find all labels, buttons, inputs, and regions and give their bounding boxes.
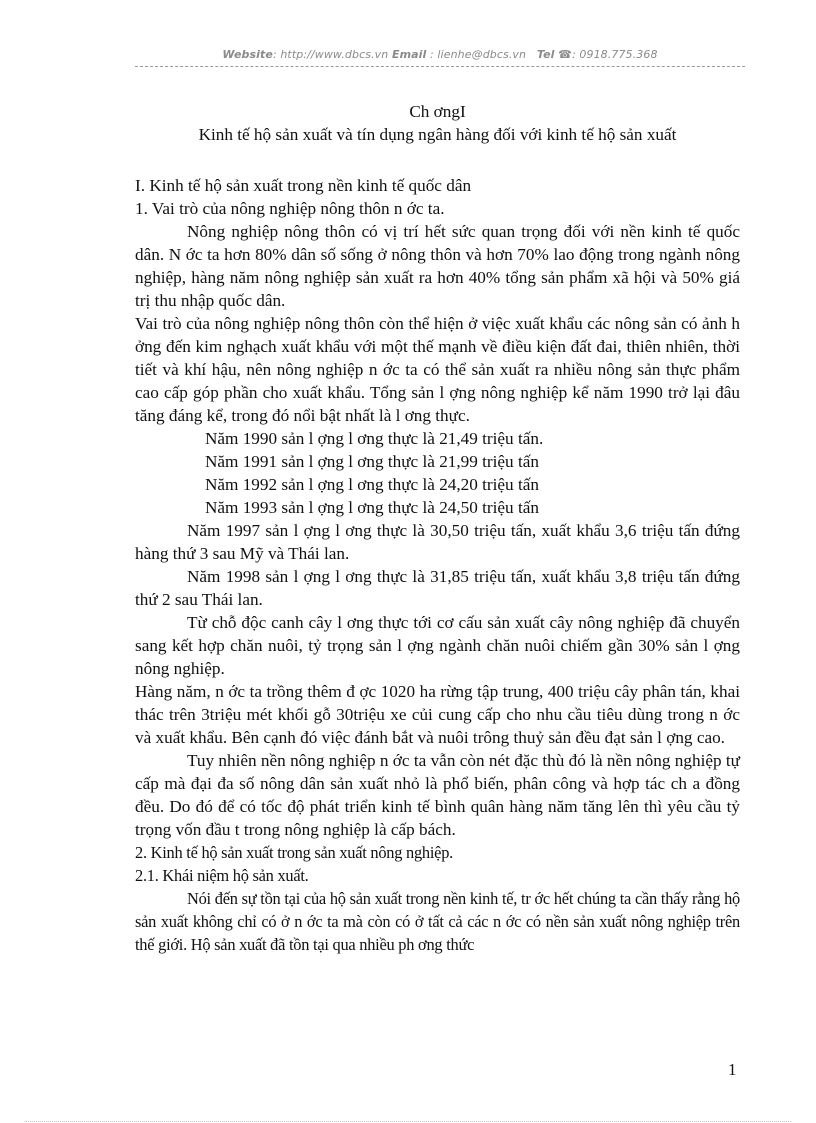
paragraph: Tuy nhiên nền nông nghiệp n ớc ta vẫn còn nét đặc thù đó là nền nông nghiệp tự cấp mà đại đa số nông dân sản xuất nhỏ là phổ biến, phân công và hợp tác ch a đồng đều. Do đó để có tốc độ phát triển kinh tế bình quân hàng năm tăng lên thì yêu cầu tỷ trọng vốn đầu t trong nông nghiệp là cấp bách. xyxy=(135,751,740,839)
email-value: : lienhe@dbcs.vn xyxy=(426,48,527,61)
paragraph: Nói đến sự tồn tại của hộ sản xuất trong nền kinh tế, tr ớc hết chúng ta cần thấy rằng hộ sản xuất không chỉ có ở n ớc ta mà còn có ở tất cả các n ớc có nền sản xuất nông nghiệp trên thế giới. Hộ sản xuất đã tồn tại qua nhiều ph ơng thức xyxy=(135,889,740,954)
subsection-heading: 1. Vai trò của nông nghiệp nông thôn n ớc ta. xyxy=(135,199,445,218)
paragraph: Từ chỗ độc canh cây l ơng thực tới cơ cấu sản xuất cây nông nghiệp đã chuyển sang kết hợp chăn nuôi, tỷ trọng sản l ợng ngành chăn nuôi chiếm gần 30% sản l ợng nông nghiệp. xyxy=(135,613,740,678)
subsection-heading: 2.1. Khái niệm hộ sản xuất. xyxy=(135,866,309,885)
page-bottom-border xyxy=(25,1121,791,1122)
paragraph: Năm 1997 sản l ợng l ơng thực là 30,50 triệu tấn, xuất khẩu 3,6 triệu tấn đứng hàng thứ 3 sau Mỹ và Thái lan. xyxy=(135,521,740,563)
page-number: 1 xyxy=(728,1060,737,1079)
stat-line: Năm 1991 sản l ợng l ơng thực là 21,99 triệu tấn xyxy=(205,452,539,471)
paragraph: Hàng năm, n ớc ta trồng thêm đ ợc 1020 ha rừng tập trung, 400 triệu cây phân tán, khai thác trên 3triệu mét khối gỗ 30triệu xe củi cung cấp cho nhu cầu tiêu dùng trong n ớc và xuất khẩu. Bên cạnh đó việc đánh bắt và nuôi trông thuỷ sản đều đạt sản l ợng cao. xyxy=(135,682,740,747)
website-label: Website xyxy=(222,48,273,61)
email-label: Email xyxy=(391,48,427,61)
phone-icon: ☎ xyxy=(558,48,572,61)
tel-label: Tel xyxy=(536,48,555,61)
subsection-heading: 2. Kinh tế hộ sản xuất trong sản xuất nông nghiệp. xyxy=(135,843,453,862)
chapter-subtitle: Kinh tế hộ sản xuất và tín dụng ngân hàng đối với kinh tế hộ sản xuất xyxy=(198,125,677,144)
stat-line: Năm 1993 sản l ợng l ơng thực là 24,50 triệu tấn xyxy=(205,498,539,517)
stat-line: Năm 1990 sản l ợng l ơng thực là 21,49 triệu tấn. xyxy=(205,429,544,448)
page-header xyxy=(135,48,745,61)
paragraph: Nông nghiệp nông thôn có vị trí hết sức quan trọng đối với nền kinh tế quốc dân. N ớc ta hơn 80% dân số sống ở nông thôn và hơn 70% lao động trong ngành nông nghiệp, hàng năm nông nghiệp sản xuất ra hơn 40% tổng sản phẩm xã hội và 50% giá trị thu nhập quốc dân. xyxy=(135,222,740,310)
document-body xyxy=(135,100,740,956)
section-heading: I. Kinh tế hộ sản xuất trong nền kinh tế quốc dân xyxy=(135,176,472,195)
stat-line: Năm 1992 sản l ợng l ơng thực là 24,20 triệu tấn xyxy=(205,475,539,494)
chapter-title: Ch ơngI xyxy=(409,102,466,121)
website-value: : http://www.dbcs.vn xyxy=(272,48,389,61)
paragraph: Năm 1998 sản l ợng l ơng thực là 31,85 triệu tấn, xuất khẩu 3,8 triệu tấn đứng thứ 2 sau Thái lan. xyxy=(135,567,740,609)
tel-value: : 0918.775.368 xyxy=(571,48,658,61)
header-divider xyxy=(135,66,745,67)
paragraph: Vai trò của nông nghiệp nông thôn còn thể hiện ở việc xuất khẩu các nông sản có ảnh h ởng đến kim nghạch xuất khẩu với một thế mạnh về điều kiện đất đai, thiên nhiên, thời tiết và khí hậu, nên nông nghiệp n ớc ta có thể sản xuất ra nhiều nông sản thực phẩm cao cấp góp phần cho xuất khẩu. Tổng sản l ợng nông nghiệp kể năm 1990 trở lại đâu tăng đáng kể, trong đó nổi bật nhất là l ơng thực. xyxy=(135,314,740,425)
